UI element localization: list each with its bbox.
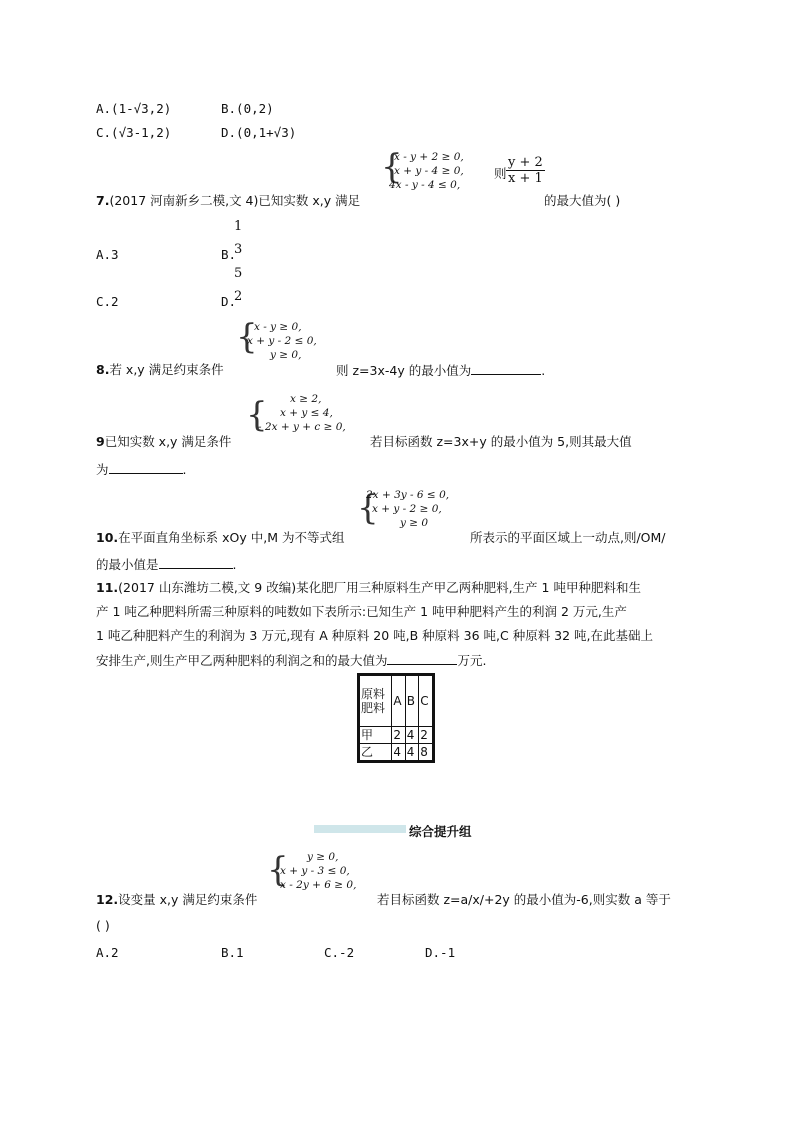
q11-line1 bbox=[96, 580, 641, 595]
q12-constraint-1: y ≥ 0, bbox=[307, 851, 339, 863]
q7-constraint-2: x + y - 4 ≥ 0, bbox=[394, 165, 464, 177]
q12-option-c: C.-2 bbox=[324, 945, 355, 960]
table-cell: 2 bbox=[392, 727, 405, 744]
q12-option-b: B.1 bbox=[221, 945, 244, 960]
q12-constraint-3: x - 2y + 6 ≥ 0, bbox=[280, 879, 357, 891]
q8-end: . bbox=[541, 363, 546, 378]
q7-number: 7. bbox=[96, 193, 110, 208]
q9-line2 bbox=[96, 461, 187, 477]
q9-tail: 若目标函数 z=3x+y 的最小值为 5,则其最大值 bbox=[370, 434, 632, 449]
table-row bbox=[359, 675, 434, 727]
q10-end: . bbox=[232, 557, 237, 572]
q7-option-c: C.2 bbox=[96, 294, 119, 309]
q8-number: 8. bbox=[96, 362, 110, 377]
q9-stem-text: 已知实数 x,y 满足条件 bbox=[104, 434, 232, 449]
table-cell: 4 bbox=[392, 744, 405, 762]
q9-constraint-3: - 2x + y + c ≥ 0, bbox=[258, 421, 346, 433]
q7-fraction-numerator: y + 2 bbox=[508, 155, 543, 170]
q6-option-a: A.(1-√3,2) bbox=[96, 101, 172, 116]
q10-stem-text: 在平面直角坐标系 xOy 中,M 为不等式组 bbox=[118, 530, 345, 545]
q8-tail-text: 则 z=3x-4y 的最小值为 bbox=[336, 363, 472, 378]
table-cell: 2 bbox=[419, 727, 434, 744]
q12-brace: { bbox=[267, 850, 289, 890]
section-heading: 综合提升组 bbox=[409, 824, 472, 839]
q11-number: 11. bbox=[96, 580, 119, 595]
q9-number: 9 bbox=[96, 434, 105, 449]
table-col-a: A bbox=[392, 675, 405, 727]
q7-then: 则 bbox=[494, 166, 507, 181]
q7-option-d: D. bbox=[221, 294, 237, 309]
q8-stem-text: 若 x,y 满足约束条件 bbox=[109, 362, 224, 377]
q7-fraction-denominator: x + 1 bbox=[508, 171, 543, 186]
q8-brace: { bbox=[236, 317, 258, 357]
q10-tail: 所表示的平面区域上一动点,则/OM/ bbox=[470, 530, 666, 545]
table-header-top: 原料 bbox=[361, 687, 386, 701]
q10-constraint-1: 2x + 3y - 6 ≤ 0, bbox=[366, 489, 450, 501]
q10-stem bbox=[96, 530, 344, 545]
q12-stem bbox=[96, 892, 257, 907]
q12-number: 12. bbox=[96, 892, 119, 907]
q7-constraint-1: x - y + 2 ≥ 0, bbox=[394, 151, 464, 163]
table-header-bottom: 肥料 bbox=[361, 701, 386, 715]
table-row bbox=[359, 727, 434, 744]
q7-option-a: A.3 bbox=[96, 247, 119, 262]
q9-stem bbox=[96, 434, 231, 449]
q11-line4 bbox=[96, 652, 486, 668]
q7-option-d-line1: 5 bbox=[234, 266, 243, 281]
q10-line2 bbox=[96, 556, 237, 572]
table-row-name: 甲 bbox=[359, 727, 392, 744]
q11-line2: 产 1 吨乙种肥料所需三种原料的吨数如下表所示:已知生产 1 吨甲种肥料产生的利润 2 万元,生产 bbox=[96, 604, 627, 619]
q8-constraint-1: x - y ≥ 0, bbox=[254, 321, 302, 333]
q9-constraint-1: x ≥ 2, bbox=[290, 393, 322, 405]
q8-answer-blank[interactable] bbox=[471, 362, 541, 375]
q8-constraint-2: x + y - 2 ≤ 0, bbox=[247, 335, 317, 347]
q6-option-d: D.(0,1+√3) bbox=[221, 125, 297, 140]
q12-stem-text: 设变量 x,y 满足约束条件 bbox=[118, 892, 258, 907]
table-col-c: C bbox=[419, 675, 434, 727]
q12-constraint-2: x + y - 3 ≤ 0, bbox=[280, 865, 350, 877]
q10-answer-blank[interactable] bbox=[159, 556, 233, 569]
q6-option-b: B.(0,2) bbox=[221, 101, 274, 116]
q9-constraint-2: x + y ≤ 4, bbox=[280, 407, 333, 419]
q9-answer-blank[interactable] bbox=[109, 461, 183, 474]
q7-stem bbox=[96, 193, 360, 208]
q12-tail: 若目标函数 z=a/x/+2y 的最小值为-6,则实数 a 等于 bbox=[377, 892, 671, 907]
q12-paren: ( ) bbox=[96, 918, 110, 933]
q7-fraction bbox=[506, 155, 545, 186]
q10-line2-text: 的最小值是 bbox=[96, 557, 159, 572]
q11-line1-text: (2017 山东潍坊二模,文 9 改编)某化肥厂用三种原料生产甲乙两种肥料,生产 1 吨甲种肥料和生 bbox=[118, 580, 641, 595]
q11-materials-table bbox=[357, 673, 435, 763]
q10-constraint-3: y ≥ 0 bbox=[400, 517, 429, 529]
q8-constraint-3: y ≥ 0, bbox=[270, 349, 302, 361]
table-cell: 4 bbox=[405, 727, 418, 744]
q11-answer-blank[interactable] bbox=[387, 652, 457, 665]
table-cell: 8 bbox=[419, 744, 434, 762]
q7-option-d-line2: 2 bbox=[234, 289, 243, 304]
q11-line3: 1 吨乙种肥料产生的利润为 3 万元,现有 A 种原料 20 吨,B 种原料 36 吨,C 种原料 32 吨,在此基础上 bbox=[96, 628, 654, 643]
table-row bbox=[359, 744, 434, 762]
q8-tail bbox=[336, 362, 545, 378]
q7-option-b-line2: 3 bbox=[234, 242, 243, 257]
q7-tail: 的最大值为( ) bbox=[544, 193, 621, 208]
q12-option-a: A.2 bbox=[96, 945, 119, 960]
q9-brace: { bbox=[246, 395, 268, 435]
q8-stem bbox=[96, 362, 224, 377]
q9-line2-text: 为 bbox=[96, 462, 109, 477]
q7-stem-text: (2017 河南新乡二模,文 4)已知实数 x,y 满足 bbox=[109, 193, 361, 208]
table-row-name: 乙 bbox=[359, 744, 392, 762]
q10-brace: { bbox=[357, 488, 379, 528]
q12-option-d: D.-1 bbox=[425, 945, 456, 960]
q10-constraint-2: x + y - 2 ≥ 0, bbox=[372, 503, 442, 515]
table-header-cell bbox=[359, 675, 392, 727]
table-col-b: B bbox=[405, 675, 418, 727]
q9-end: . bbox=[182, 462, 187, 477]
q7-option-b: B. bbox=[221, 247, 237, 262]
q7-brace: { bbox=[381, 147, 403, 187]
q6-option-c: C.(√3-1,2) bbox=[96, 125, 172, 140]
table-cell: 4 bbox=[405, 744, 418, 762]
section-heading-bar bbox=[314, 825, 406, 833]
q10-number: 10. bbox=[96, 530, 119, 545]
q7-option-b-line1: 1 bbox=[234, 219, 243, 234]
q11-unit: 万元. bbox=[457, 653, 487, 668]
q7-constraint-3: 4x - y - 4 ≤ 0, bbox=[389, 179, 461, 191]
q11-line4-text: 安排生产,则生产甲乙两种肥料的利润之和的最大值为 bbox=[96, 653, 388, 668]
